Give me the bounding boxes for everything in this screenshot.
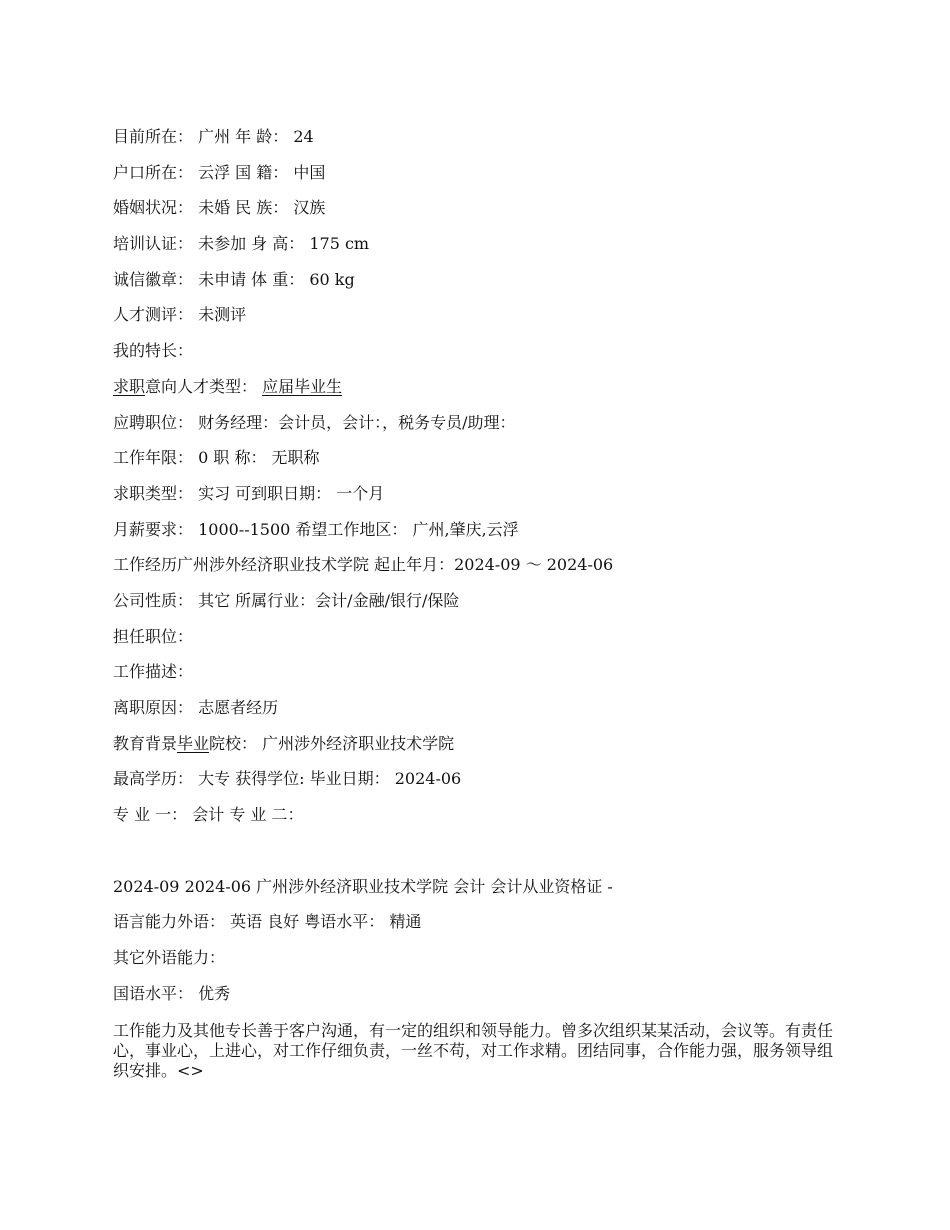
education-school: 院校： 广州涉外经济职业技术学院: [209, 733, 455, 753]
assessment-line: 人才测评： 未测评: [113, 305, 247, 325]
intent-line: [113, 376, 848, 412]
majors-line: 专 业 一： 会计 专 业 二：: [113, 805, 304, 825]
education-record-line: 2024-09 2024-06 广州涉外经济职业技术学院 会计 会计从业资格证 -: [113, 876, 613, 896]
marital-line: 婚姻状况： 未婚 民 族： 汉族: [113, 198, 326, 218]
abilities-paragraph: 工作能力及其他专长善于客户沟通，有一定的组织和领导能力。曾多次组织某某活动，会议等。有责任心，事业心，上进心，对工作仔细负责，一丝不苟，对工作求精。团结同事，合作能力强，服务领导组织安排。<>: [113, 1020, 834, 1080]
education-prefix: 教育背景: [113, 733, 178, 753]
graduate-link[interactable]: 毕业: [177, 733, 210, 753]
intent-label: 意向人才类型：: [145, 376, 263, 396]
degree-line: 最高学历： 大专 获得学位: 毕业日期： 2024-06: [113, 769, 462, 789]
role-line: 担任职位：: [113, 626, 194, 646]
salary-line: 月薪要求： 1000--1500 希望工作地区： 广州,肇庆,云浮: [113, 519, 519, 539]
mandarin-line: 国语水平： 优秀: [113, 983, 231, 1003]
position-line: 应聘职位： 财务经理：会计员，会计：，税务专员/助理：: [113, 412, 516, 432]
language-line: 语言能力外语： 英语 良好 粤语水平： 精通: [113, 912, 422, 932]
education-line: [113, 733, 848, 769]
description-line: 工作描述：: [113, 662, 194, 682]
intent-value-link[interactable]: 应届毕业生: [262, 376, 343, 396]
intent-link[interactable]: 求职: [113, 376, 146, 396]
other-language-line: 其它外语能力：: [113, 948, 226, 968]
credit-line: 诚信徽章： 未申请 体 重： 60 kg: [113, 269, 355, 289]
work-history-line: 工作经历广州涉外经济职业技术学院 起止年月：2024-09 ～ 2024-06: [113, 555, 614, 575]
training-line: 培训认证： 未参加 身 高： 175 cm: [113, 234, 370, 254]
specialty-line: 我的特长：: [113, 341, 194, 361]
years-line: 工作年限： 0 职 称： 无职称: [113, 448, 320, 468]
job-type-line: 求职类型： 实习 可到职日期： 一个月: [113, 483, 385, 503]
hukou-line: 户口所在： 云浮 国 籍： 中国: [113, 162, 326, 182]
location-line: 目前所在： 广州 年 龄： 24: [113, 127, 314, 146]
resume-page: [113, 126, 848, 1081]
leave-reason-line: 离职原因： 志愿者经历: [113, 698, 279, 717]
company-type-line: 公司性质： 其它 所属行业：会计/金融/银行/保险: [113, 590, 460, 610]
